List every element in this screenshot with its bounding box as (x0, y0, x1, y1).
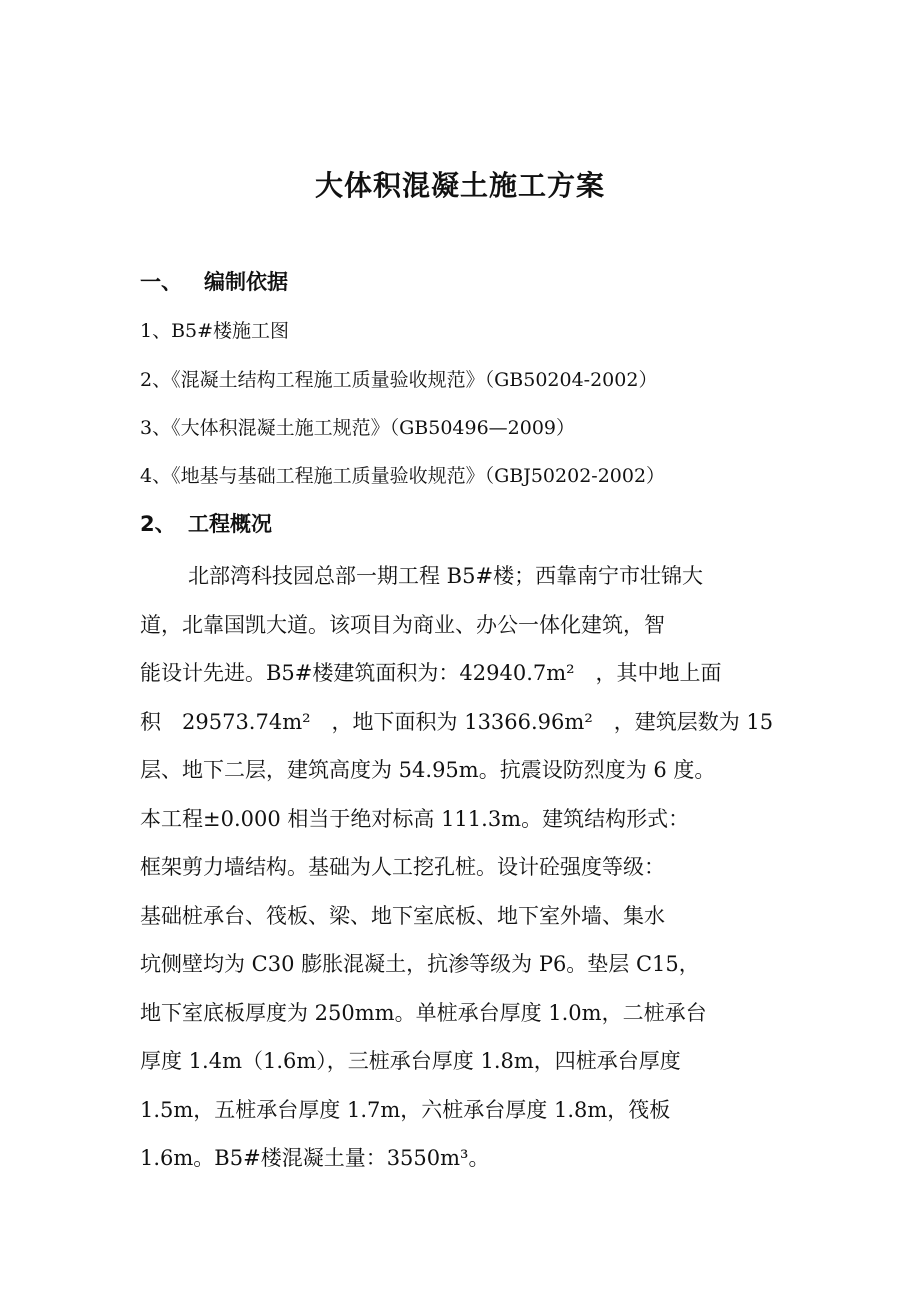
paragraph-line: 1.6m。B5#楼混凝土量：3550m³。 (140, 1146, 490, 1170)
section-number: 2、 (140, 512, 176, 536)
paragraph-line: 坑侧壁均为 C30 膨胀混凝土，抗渗等级为 P6。垫层 C15， (140, 952, 700, 976)
paragraph-line: 道，北靠国凯大道。该项目为商业、办公一体化建筑，智 (140, 612, 665, 637)
reference-item: 2、《混凝土结构工程施工质量验收规范》（GB50204-2002） (140, 369, 658, 391)
paragraph-line: 本工程±0.000 相当于绝对标高 111.3m。建筑结构形式： (140, 806, 690, 831)
paragraph-line: 1.5m，五桩承台厚度 1.7m，六桩承台厚度 1.8m，筏板 (140, 1097, 671, 1122)
overview-paragraph (140, 552, 800, 1183)
paragraph-line: 层、地下二层，建筑高度为 54.95m。抗震设防烈度为 6 度。 (140, 758, 716, 782)
section-heading-text: 编制依据 (204, 270, 288, 294)
document-title: 大体积混凝土施工方案 (314, 169, 605, 202)
section-heading-text: 工程概况 (188, 512, 272, 536)
section-heading-overview (140, 508, 272, 538)
paragraph-line: 厚度 1.4m（1.6m），三桩承台厚度 1.8m，四桩承台厚度 (140, 1049, 681, 1073)
section-heading-basis (140, 266, 288, 296)
reference-item: 4、《地基与基础工程施工质量验收规范》（GBJ50202-2002） (140, 465, 666, 487)
reference-item: 3、《大体积混凝土施工规范》（GB50496—2009） (140, 417, 576, 439)
paragraph-line: 北部湾科技园总部一期工程 B5#楼；西靠南宁市壮锦大 (188, 564, 704, 588)
paragraph-line: 地下室底板厚度为 250mm。单桩承台厚度 1.0m，二桩承台 (140, 1000, 707, 1025)
paragraph-line: 基础桩承台、筏板、梁、地下室底板、地下室外墙、集水 (140, 903, 665, 928)
section-number: 一、 (140, 270, 182, 294)
paragraph-line: 积 29573.74m² ，地下面积为 13366.96m² ，建筑层数为 15 (140, 709, 774, 734)
paragraph-line: 能设计先进。B5#楼建筑面积为：42940.7m² ，其中地上面 (140, 661, 722, 685)
paragraph-line: 框架剪力墙结构。基础为人工挖孔桩。设计砼强度等级： (140, 855, 665, 879)
reference-item: 1、B5#楼施工图 (140, 320, 290, 342)
